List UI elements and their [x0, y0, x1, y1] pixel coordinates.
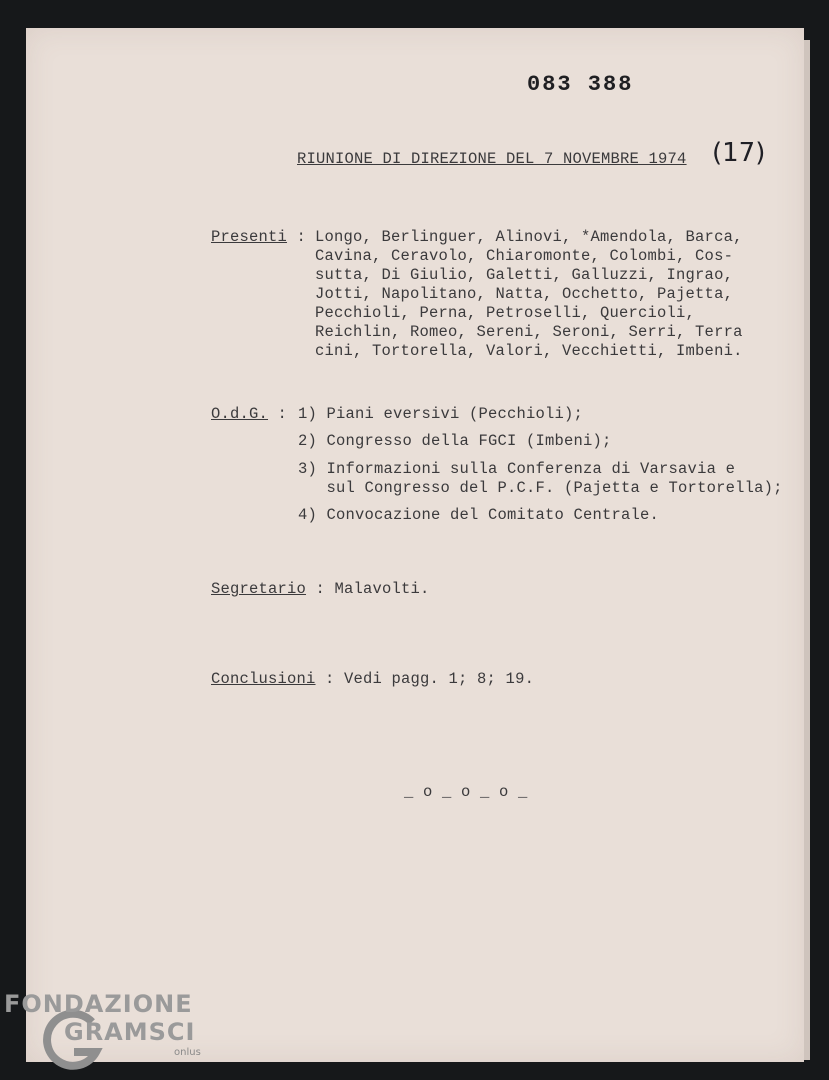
document-number: 083 388	[527, 72, 634, 97]
logo-text-onlus: onlus	[174, 1047, 201, 1058]
odg-item-continuation: sul Congresso del P.C.F. (Pajetta e Tortorella);	[298, 479, 783, 497]
conclusioni-value: : Vedi pagg. 1; 8; 19.	[315, 670, 535, 688]
document-page	[26, 28, 804, 1062]
presenti-line: sutta, Di Giulio, Galetti, Galluzzi, Ingrao,	[315, 266, 734, 284]
odg-item: 1) Piani eversivi (Pecchioli);	[298, 405, 584, 423]
presenti-line: Cavina, Ceravolo, Chiaromonte, Colombi, Cos-	[315, 247, 734, 265]
presenti-heading	[211, 228, 306, 246]
conclusioni-label: Conclusioni	[211, 670, 316, 688]
presenti-line: cini, Tortorella, Valori, Vecchietti, Imbeni.	[315, 342, 743, 360]
logo-text-fondazione: FONDAZIONE	[4, 990, 193, 1018]
odg-separator: :	[268, 405, 288, 423]
odg-item: 2) Congresso della FGCI (Imbeni);	[298, 432, 612, 450]
presenti-line: Longo, Berlinguer, Alinovi, *Amendola, Barca,	[315, 228, 743, 246]
odg-item: 4) Convocazione del Comitato Centrale.	[298, 506, 660, 524]
presenti-line: Pecchioli, Perna, Petroselli, Quercioli,	[315, 304, 696, 322]
handwritten-page-number: (17)	[712, 138, 766, 168]
odg-item: 3) Informazioni sulla Conferenza di Varsavia e	[298, 460, 736, 478]
odg-heading	[211, 405, 287, 423]
odg-label: O.d.G.	[211, 405, 269, 423]
presenti-line: Jotti, Napolitano, Natta, Occhetto, Pajetta,	[315, 285, 734, 303]
fondazione-gramsci-logo	[4, 990, 214, 1070]
presenti-separator: :	[287, 228, 307, 246]
presenti-label: Presenti	[211, 228, 288, 246]
page-edge	[804, 40, 810, 1060]
document-title: RIUNIONE DI DIREZIONE DEL 7 NOVEMBRE 1974	[297, 150, 687, 168]
segretario-value: : Malavolti.	[306, 580, 430, 598]
logo-text-gramsci: GRAMSCI	[64, 1018, 196, 1046]
end-mark: _ o _ o _ o _	[404, 783, 528, 801]
segretario-label: Segretario	[211, 580, 307, 598]
presenti-line: Reichlin, Romeo, Sereni, Seroni, Serri, Terra	[315, 323, 743, 341]
conclusioni-line	[211, 670, 534, 688]
segretario-line	[211, 580, 430, 598]
